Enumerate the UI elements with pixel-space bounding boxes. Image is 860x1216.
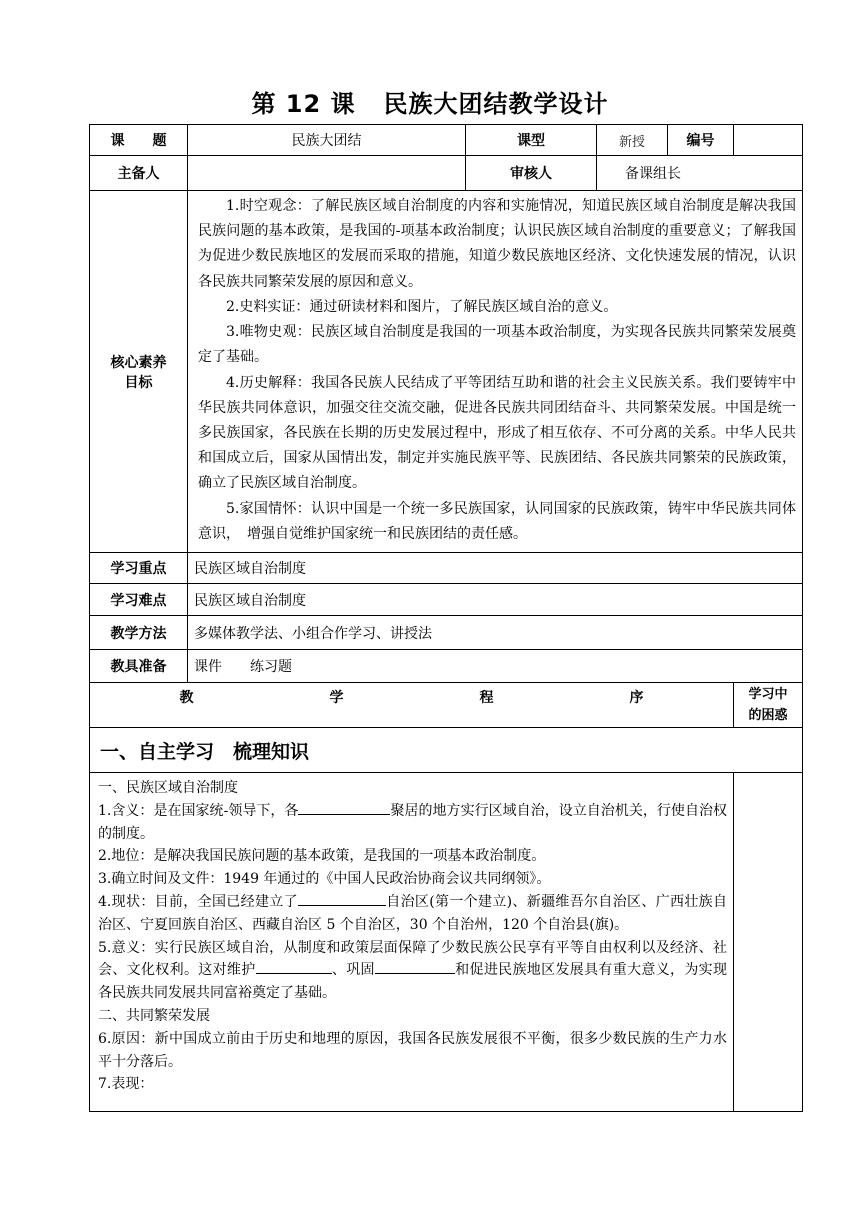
study-subheading: 二、共同繁荣发展 xyxy=(98,1007,210,1024)
goal-item: 3.唯物史观：民族区域自治制度是我国的一项基本政治制度，为实现各民族共同繁荣发展奠定了基础。 xyxy=(198,324,796,366)
study-item: 3.确立时间及文件：1949 年通过的《中国人民政治协商会议共同纲领》。 xyxy=(98,871,551,888)
goal-item: 2.史料实证：通过研读材料和图片，了解民族区域自治的意义。 xyxy=(226,298,618,315)
topic-value: 民族大团结 xyxy=(188,125,466,156)
number-label: 编号 xyxy=(668,125,734,156)
row-goals xyxy=(90,191,803,553)
lesson-number: 第 12 课 xyxy=(251,90,356,118)
study-item: 2.地位：是解决我国民族问题的基本政策，是我国的一项基本政治制度。 xyxy=(98,848,546,865)
row-method xyxy=(90,616,803,650)
procedure-char: 程 xyxy=(479,690,494,706)
goals-label-line1: 核心素养 xyxy=(110,354,167,371)
study-item: 5.意义：实行民族区域自治，从制度和政策层面保障了少数民族公民享有平等自由权利以及经济、社会、文化权利。这对维护 、巩固 和促进民族地区发展具有重大意义，为实现各民族共同发展共同富裕奠定了基础。 xyxy=(98,939,728,1002)
method-value: 多媒体教学法、小组合作学习、讲授法 xyxy=(188,616,803,650)
type-value: 新授 xyxy=(597,125,668,156)
confusion-column-cell xyxy=(734,773,803,1112)
number-value xyxy=(734,125,803,156)
goal-item: 5.家国情怀：认识中国是一个统一多民族国家，认同国家的民族政策，铸牢中华民族共同体意识， 增强自觉维护国家统一和民族团结的责任感。 xyxy=(198,500,796,542)
procedure-heading xyxy=(90,683,734,728)
study-item: 1.含义：是在国家统-领导下，各 聚居的地方实行区域自治，设立自治机关，行使自治权的制度。 xyxy=(98,800,727,846)
study-item: 7.表现： xyxy=(98,1076,154,1093)
topic-label: 课 题 xyxy=(90,125,188,156)
preparer-label: 主备人 xyxy=(90,156,188,191)
row-difficulty xyxy=(90,584,803,616)
procedure-char: 教 xyxy=(179,690,194,706)
study-subheading: 一、民族区域自治制度 xyxy=(98,780,238,796)
goals-label-line2: 目标 xyxy=(124,374,153,391)
row-section-heading xyxy=(90,728,803,773)
procedure-char: 序 xyxy=(629,690,644,706)
goals-label xyxy=(90,191,188,553)
study-content xyxy=(90,773,734,1112)
fill-blank xyxy=(298,800,390,815)
study-item: 6.原因：新中国成立前由于历史和地理的原因，我国各民族发展很不平衡，很多少数民族的生产力水平十分落后。 xyxy=(98,1030,727,1070)
difficulty-label: 学习难点 xyxy=(90,584,188,616)
reviewer-value: 备课组长 xyxy=(597,156,803,191)
procedure-char: 学 xyxy=(329,690,344,706)
type-label: 课型 xyxy=(466,125,597,156)
tools-value: 课件 练习题 xyxy=(188,650,803,683)
page-title xyxy=(0,84,860,119)
goal-item: 4.历史解释：我国各民族人民结成了平等团结互助和谐的社会主义民族关系。我们要铸牢中华民族共同体意识，加强交往交流交融，促进各民族共同团结奋斗、共同繁荣发展。中国是统一多民族国家，各民族在长期的历史发展过程中，形成了相互依存、不可分离的关系。中华人民共和国成立后，国家从国情出发，制定并实施民族平等、民族团结、各民族共同繁荣的民族政策，确立了民族区域自治制度。 xyxy=(198,374,796,492)
row-tools xyxy=(90,650,803,683)
confusion-line1: 学习中 xyxy=(748,687,788,702)
reviewer-label: 审核人 xyxy=(466,156,597,191)
fill-blank xyxy=(256,959,332,974)
fill-blank xyxy=(298,891,386,906)
section-heading: 一、自主学习 梳理知识 xyxy=(90,728,803,773)
goals-content xyxy=(188,191,803,553)
method-label: 教学方法 xyxy=(90,616,188,650)
row-procedure-header xyxy=(90,683,803,728)
fill-blank xyxy=(375,959,455,974)
key-point-value: 民族区域自治制度 xyxy=(188,553,803,584)
confusion-column-header xyxy=(734,683,803,728)
confusion-line2: 的困惑 xyxy=(748,708,788,723)
row-topic xyxy=(90,125,803,156)
difficulty-value: 民族区域自治制度 xyxy=(188,584,803,616)
lesson-name: 民族大团结教学设计 xyxy=(383,90,609,118)
goal-item: 1.时空观念：了解民族区域自治制度的内容和实施情况，知道民族区域自治制度是解决我国民族问题的基本政策，是我国的-项基本政治制度；认识民族区域自治制度的重要意义；了解我国为促进少数民族地区的发展而采取的措施，知道少数民族地区经济、文化快速发展的情况，认识各民族共同繁荣发展的原因和意义。 xyxy=(198,198,796,290)
row-preparer xyxy=(90,156,803,191)
tools-label: 教具准备 xyxy=(90,650,188,683)
row-key-point xyxy=(90,553,803,584)
row-study xyxy=(90,773,803,1112)
key-point-label: 学习重点 xyxy=(90,553,188,584)
study-item: 4.现状：目前，全国已经建立了 自治区(第一个建立)、新疆维吾尔自治区、广西壮族自治区、宁夏回族自治区、西藏自治区 5 个自治区，30 个自治州，120 个自治县(旗)。 xyxy=(98,891,727,937)
lesson-plan-table xyxy=(89,124,803,1112)
preparer-value xyxy=(188,156,466,191)
